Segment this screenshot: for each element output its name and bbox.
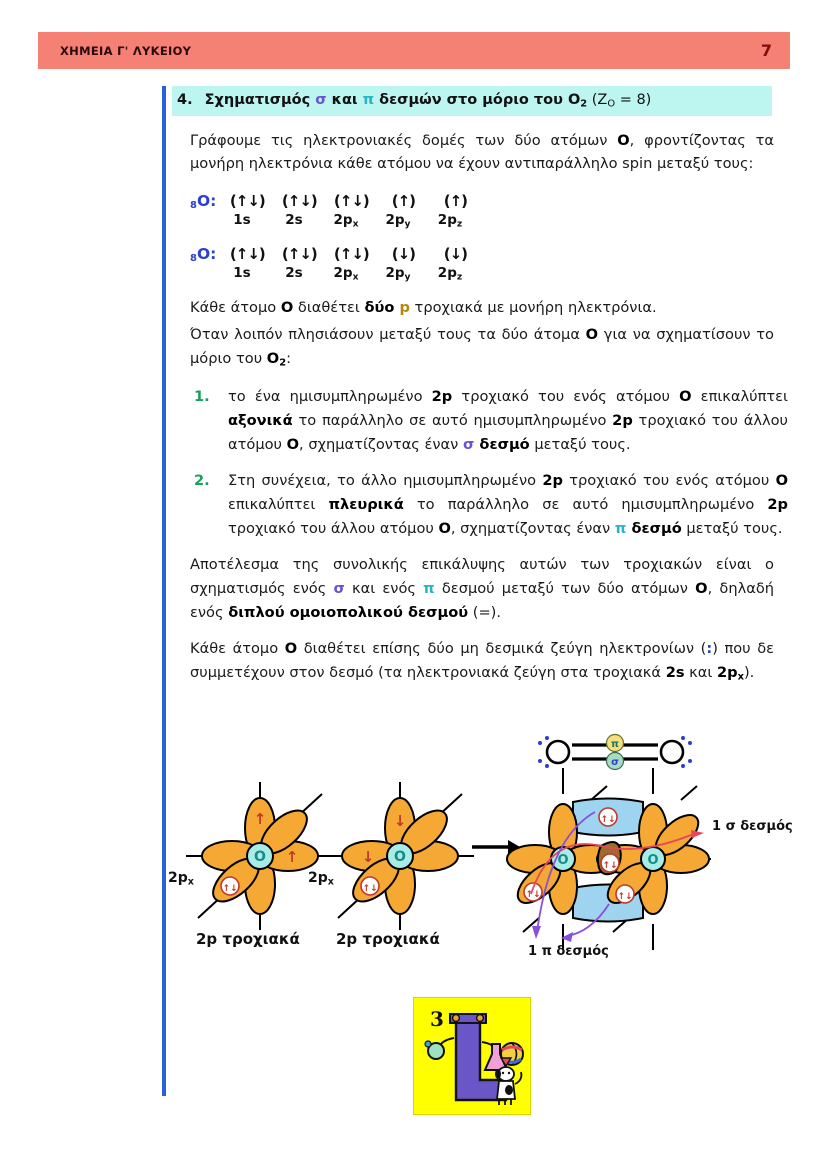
lonepairs-paragraph [190,637,774,685]
svg-text:↓: ↓ [361,848,375,866]
config2-colon: : [210,245,217,264]
step1-desmo: δεσμό [474,435,530,453]
step2-2p-1: 2p [542,472,563,490]
title-part-4: (Z [587,92,608,108]
mid-paragraph-2 [190,323,774,371]
lp-a: Κάθε άτομο [190,640,285,658]
svg-text:σ: σ [611,757,619,768]
step1-c: τροχιακό του ενός ατόμου [452,388,680,406]
result-o: O [695,579,708,597]
result-double-bond-term: διπλού ομοιοπολικού δεσμού [228,603,469,621]
title-part-5: = 8) [615,92,652,108]
step1-2p-2: 2p [612,412,633,430]
svg-text:↑↓: ↑↓ [362,884,378,894]
section-title-text [205,91,652,111]
intro-text-c: , φροντίζοντας τα μονήρη ηλεκτρόνια κάθε ατόμου να έχουν αντιπαράλληλο spin μεταξύ τους: [190,131,774,173]
publisher-logo [413,997,531,1115]
mid1-c: διαθέτει [293,298,365,316]
config2-label-2pz: $2p_z$ [437,265,463,283]
svg-text:↑↓: ↑↓ [602,861,618,871]
config1-symbol: O [196,192,211,211]
orbital-second-px-label: $2p_x$ [308,870,334,888]
config1-colon: : [210,192,217,211]
config1-orbital-1s: (↑↓) [229,192,265,211]
config2-symbol: O [196,245,211,264]
svg-text:↑↓: ↑↓ [617,892,633,902]
result-e: (=). [468,603,502,621]
svg-text:↓: ↓ [393,812,407,830]
electron-configuration-2 [190,245,790,282]
config1-orbital-2py: (↑) [391,192,415,211]
config2-atom [190,245,216,264]
sigma-symbol: σ [315,92,327,108]
section-number: 4. [177,92,193,108]
step2-o-1: O [775,472,788,490]
step1-a: το ένα ημισυμπληρωμένο [228,388,432,406]
o2-subscript: 2 [580,98,588,110]
step2-pi-symbol: π [614,519,627,537]
config2-label-2py: $2p_y$ [385,265,411,283]
config2-orbital-2px: (↑↓) [333,245,369,264]
mid1-a: Κάθε άτομο [190,298,281,316]
result-b: και ενός [344,579,424,597]
mid2-o2: $O_2$ [266,349,287,369]
lp-b: διαθέτει επίσης δύο μη δεσμικά ζεύγη ηλεκτρονίων ( [297,640,707,658]
lonepair-dots-symbol: : [706,640,713,658]
result-d: , δηλαδή ενός [190,579,774,621]
title-part-2: και [326,92,363,108]
lewis-right-o-circle [661,741,683,763]
logo-graphic [414,998,528,1112]
orbital-second-caption: 2p τροχιακά [336,930,440,948]
config2-label-1s: 1s [233,265,251,282]
lp-d: και [684,663,717,681]
step2-f: τροχιακό του άλλου ατόμου [228,519,439,537]
step1-axonika: αξονικά [228,412,293,430]
orbital-left-caption: 2p τροχιακά [196,930,300,948]
config1-atom [190,192,216,211]
svg-text:↑↓: ↑↓ [222,884,238,894]
mid1-f: τροχιακά με μονήρη ηλεκτρόνια. [409,298,657,316]
config2-orbital-2pz: (↓) [443,245,467,264]
config2-z: 8 [190,253,197,265]
pi-bond-label: 1 π δεσμός [528,944,609,959]
config1-label-2py: $2p_y$ [385,212,411,230]
header-title: ΧΗΜΕΙΑ Γ' ΛΥΚΕΙΟΥ [60,43,192,58]
lp-e: ). [743,663,755,681]
step-item-2 [194,469,788,540]
result-paragraph [190,553,774,624]
step2-2p-2: 2p [767,495,788,513]
mid2-o: O [585,326,599,344]
step2-e: το παράλληλο σε αυτό ημισυμπληρωμένο [403,495,768,513]
result-pi: π [423,579,435,597]
mid1-duo: δύο [364,298,395,316]
step2-o-2: O [438,519,451,537]
svg-text:↑↓: ↑↓ [525,890,541,900]
step2-pleurika: πλευρικά [328,495,404,513]
pi-symbol: π [362,92,375,108]
sigma-pointer-arrowhead [691,830,704,838]
section-title [172,86,772,116]
step2-g: , σχηματίζοντας έναν [450,519,615,537]
orbital-left-px-label: $2p_x$ [168,870,194,888]
result-sigma: σ [333,579,345,597]
step-2-number: 2. [194,472,210,490]
title-part-3: δεσμών στο μόριο του O [374,92,581,108]
mid2-c: για να σχηματίσουν το μόριο του [190,326,774,367]
z-subscript: O [607,98,616,110]
svg-text:↑: ↑ [285,848,299,866]
result-a: Αποτέλεσμα της συνολικής επικάλυψης αυτών των τροχιακών είναι ο σχηματισμός ενός [190,556,774,597]
config1-label-1s: 1s [233,212,251,229]
step-item-1 [194,385,788,456]
intro-text-a: Γράφουμε τις ηλεκτρονιακές δομές των δύο ατόμων [190,131,618,149]
svg-text:O: O [394,849,406,865]
orbital-figure-group [0,718,828,988]
logo-number: 3 [430,1007,444,1031]
svg-text:O: O [557,853,569,868]
config2-label-2s: 2s [285,265,303,282]
lp-2s: 2s [665,663,685,681]
lp-c: ) που δε συμμετέχουν στον δεσμό (τα ηλεκτρονιακά ζεύγη στα τροχιακά [190,640,775,681]
step2-h: μεταξύ τους. [681,519,783,537]
svg-text:π: π [611,739,619,750]
combined-o2-orbital-diagram [505,766,715,956]
page-number: 7 [760,41,772,60]
mid-paragraph-1 [190,296,774,320]
config1-label-2pz: $2p_z$ [437,212,463,230]
step1-sigma-symbol: σ [462,435,475,453]
config1-label-2px: $2p_x$ [333,212,359,230]
svg-text:↑: ↑ [253,810,267,828]
p-orbital-symbol: p [394,298,410,316]
config1-orbital-2pz: (↑) [443,192,467,211]
step2-a: Στη συνέχεια, το άλλο ημισυμπληρωμένο [228,472,543,490]
electron-configuration-1 [190,192,790,229]
sigma-bond-label: 1 σ δεσμός [712,819,793,834]
lewis-left-o-circle [547,741,569,763]
bond-formation-steps [194,385,788,540]
intro-atom-o: O [617,131,630,149]
mid1-o: O [280,298,294,316]
step2-d: επικαλύπτει [228,495,329,513]
page-header-band [38,32,790,69]
svg-text:O: O [254,849,266,865]
pi-pointer-arrowhead-1 [532,926,541,939]
config1-z: 8 [190,200,197,212]
config1-label-2s: 2s [285,212,303,229]
step1-g: , σχηματίζοντας έναν [299,435,463,453]
config2-orbital-1s: (↑↓) [229,245,265,264]
step1-h: μεταξύ τους. [529,435,631,453]
step1-d: επικαλύπτει [691,388,788,406]
intro-paragraph [190,129,774,176]
step1-2p-1: 2p [431,388,453,406]
lp-2px: $2p_x$ [716,663,744,683]
svg-text:↑↓: ↑↓ [600,815,616,825]
svg-text:O: O [647,853,659,868]
mid2-e: : [286,349,292,367]
config2-orbital-2py: (↓) [391,245,415,264]
mid2-a: Όταν λοιπόν πλησιάσουν μεταξύ τους τα δύο άτομα [190,326,586,344]
config1-orbital-2s: (↑↓) [281,192,317,211]
step1-o-1: O [679,388,692,406]
config1-orbital-2px: (↑↓) [333,192,369,211]
content-column [172,86,790,685]
config2-label-2px: $2p_x$ [333,265,359,283]
orbital-diagram-left [180,776,340,936]
title-part-1: Σχηματισμός [204,92,316,108]
result-c: δεσμού μεταξύ των δύο ατόμων [434,579,696,597]
step1-f: τροχιακό του άλλου ατόμου [228,412,788,453]
orbital-diagram-second [320,776,480,936]
step2-c: τροχιακό του ενός ατόμου [562,472,776,490]
config2-orbital-2s: (↑↓) [281,245,317,264]
step1-o-2: O [286,435,300,453]
step1-e: το παράλληλο σε αυτό ημισυμπληρωμένο [292,412,613,430]
lp-o: O [284,640,298,658]
step2-desmo: δεσμό [626,519,682,537]
step-1-number: 1. [194,388,210,406]
